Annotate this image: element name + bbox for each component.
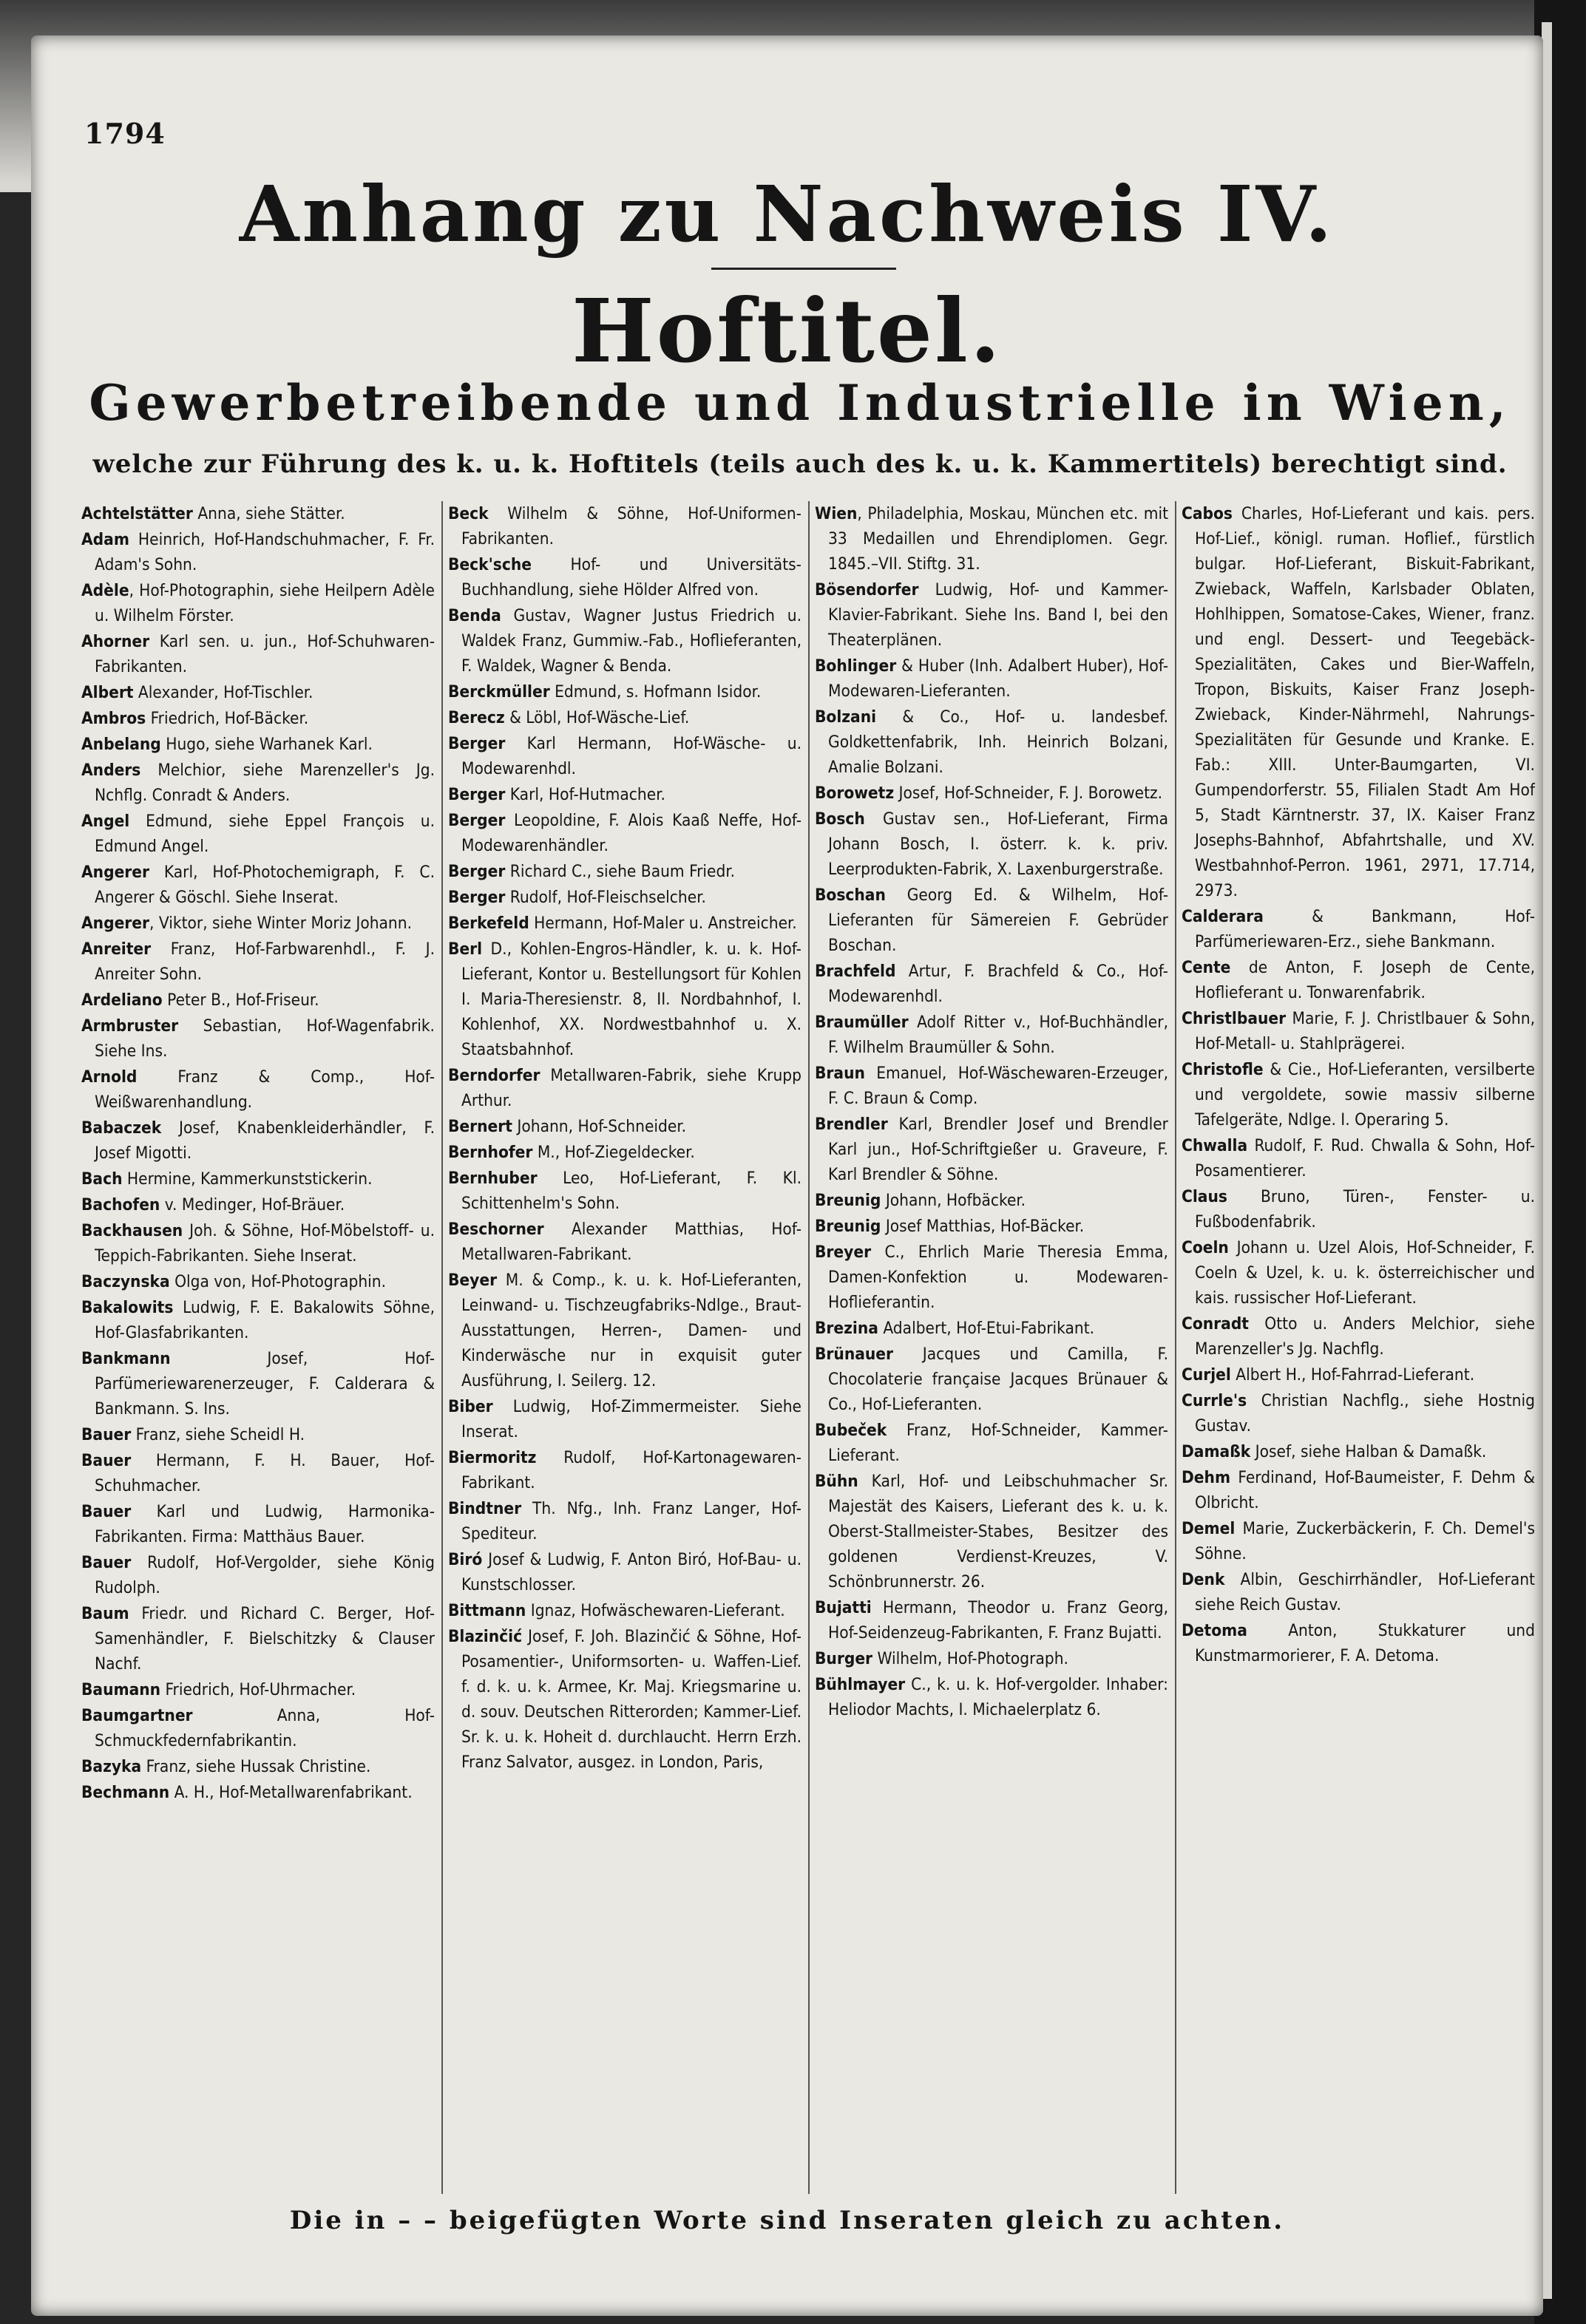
directory-entry: Benda Gustav, Wagner Justus Friedrich u. Waldek Franz, Gummiw.-Fab., Hoflieferanten, F. Waldek, Wagner & Benda. (448, 606, 802, 676)
column-1 (81, 501, 435, 2194)
directory-entry: Armbruster Sebastian, Hof-Wagenfabrik. Siehe Ins. (81, 1016, 435, 1061)
directory-entry: Demel Marie, Zuckerbäckerin, F. Ch. Demel's Söhne. (1182, 1519, 1535, 1563)
directory-entry: Berecz & Löbl, Hof-Wäsche-Lief. (448, 708, 690, 727)
directory-entry: Albert Alexander, Hof-Tischler. (81, 683, 314, 702)
title-rule (711, 268, 896, 270)
directory-entry: Beyer M. & Comp., k. u. k. Hof-Lieferanten, Leinwand- u. Tischzeugfabriks-Ndlge., Braut-Ausstattungen, Herren-, Damen- und Kinderwäsche nur in exquisit guter Ausführung, I. Seilerg. 12. (448, 1271, 802, 1390)
directory-entry: Ambros Friedrich, Hof-Bäcker. (81, 709, 309, 728)
column-3 (815, 501, 1168, 2194)
directory-entry: Biró Josef & Ludwig, F. Anton Biró, Hof-Bau- u. Kunstschlosser. (448, 1550, 802, 1594)
directory-entry: Wien, Philadelphia, Moskau, München etc. mit 33 Medaillen und Ehrendiplomen. Gegr. 1845.–VII. Stiftg. 31. (815, 504, 1168, 574)
directory-entry: Cabos Charles, Hof-Lieferant und kais. pers. Hof-Lief., königl. ruman. Hoflief., fürstlich bulgar. Hof-Lieferant, Biskuit-Fabrikant, Zwieback, Waffeln, Karlsbader Oblaten, Hohlhippen, Somatose-Cakes, Wiener, franz. und engl. Dessert- und Teegebäck-Spezialitäten, Cakes und Bier-Waffeln, Tropon, Biskuits, Kaiser Franz Joseph-Zwieback, Kinder-Nährmehl, Nahrungs-Spezialitäten für Gesunde und Kranke. E. Fab.: XIII. Unter-Baumgarten, VI. Gumpendorferstr. 55, Filialen Stadt Am Hof 5, Stadt Kärntnerstr. 37, IX. Kaiser Franz Josephs-Bahnhof, Abfahrtshalle, und XV. Westbahnhof-Perron. 1961, 2971, 17.714, 2973. (1182, 504, 1535, 900)
directory-entry: Breunig Johann, Hofbäcker. (815, 1191, 1026, 1210)
directory-entry: Bechmann A. H., Hof-Metallwarenfabrikant. (81, 1783, 413, 1802)
directory-entry: Baumgartner Anna, Hof-Schmuckfedernfabrikantin. (81, 1706, 435, 1750)
directory-entry: Biber Ludwig, Hof-Zimmermeister. Siehe Inserat. (448, 1397, 802, 1441)
column-divider (441, 501, 443, 2194)
directory-entry: Bernert Johann, Hof-Schneider. (448, 1117, 687, 1136)
directory-entry: Bauer Rudolf, Hof-Vergolder, siehe König Rudolph. (81, 1553, 435, 1597)
directory-entry: Ahorner Karl sen. u. jun., Hof-Schuhwaren-Fabrikanten. (81, 632, 435, 676)
directory-entry: Bakalowits Ludwig, F. E. Bakalowits Söhne, Hof-Glasfabrikanten. (81, 1298, 435, 1342)
directory-entry: Brendler Karl, Brendler Josef und Brendler Karl jun., Hof-Schriftgießer u. Graveure, F. Karl Brendler & Söhne. (815, 1115, 1168, 1184)
directory-entry: Bohlinger & Huber (Inh. Adalbert Huber), Hof-Modewaren-Lieferanten. (815, 656, 1168, 701)
directory-entry: Chwalla Rudolf, F. Rud. Chwalla & Sohn, Hof-Posamentierer. (1182, 1136, 1535, 1180)
directory-entry: Anbelang Hugo, siehe Warhanek Karl. (81, 735, 373, 754)
page-subtitle: Hoftitel. (572, 279, 1003, 382)
directory-entry: Braun Emanuel, Hof-Wäschewaren-Erzeuger, F. C. Braun & Comp. (815, 1064, 1168, 1108)
directory-entry: Bachofen v. Medinger, Hof-Bräuer. (81, 1195, 345, 1214)
directory-entry: Denk Albin, Geschirrhändler, Hof-Lieferant siehe Reich Gustav. (1182, 1570, 1535, 1614)
directory-entry: Cente de Anton, F. Joseph de Cente, Hoflieferant u. Tonwarenfabrik. (1182, 958, 1535, 1002)
directory-entry: Berger Karl, Hof-Hutmacher. (448, 785, 665, 804)
directory-entry: Conradt Otto u. Anders Melchior, siehe Marenzeller's Jg. Nachflg. (1182, 1314, 1535, 1359)
directory-entry: Bujatti Hermann, Theodor u. Franz Georg, Hof-Seidenzeug-Fabrikanten, F. Franz Bujatti. (815, 1598, 1168, 1642)
directory-columns (81, 501, 1538, 2194)
directory-entry: Bühlmayer C., k. u. k. Hof-vergolder. Inhaber: Heliodor Machts, I. Michaelerplatz 6. (815, 1675, 1168, 1719)
column-divider (808, 501, 810, 2194)
directory-entry: Arnold Franz & Comp., Hof-Weißwarenhandlung. (81, 1067, 435, 1112)
directory-entry: Detoma Anton, Stukkaturer und Kunstmarmorierer, F. A. Detoma. (1182, 1621, 1535, 1665)
directory-entry: Bösendorfer Ludwig, Hof- und Kammer-Klavier-Fabrikant. Siehe Ins. Band I, bei den Theaterplänen. (815, 580, 1168, 650)
directory-entry: Bosch Gustav sen., Hof-Lieferant, Firma Johann Bosch, I. österr. k. k. priv. Leerprodukten-Fabrik, X. Laxenburgerstraße. (815, 809, 1168, 879)
directory-entry: Anders Melchior, siehe Marenzeller's Jg. Nchflg. Conradt & Anders. (81, 761, 435, 805)
directory-entry: Claus Bruno, Türen-, Fenster- u. Fußbodenfabrik. (1182, 1187, 1535, 1231)
section-subheading: welche zur Führung des k. u. k. Hoftitels (teils auch des k. u. k. Kammertitels) berechtigt sind. (92, 449, 1508, 479)
directory-entry: Baczynska Olga von, Hof-Photographin. (81, 1272, 387, 1291)
directory-entry: Damaßk Josef, siehe Halban & Damaßk. (1182, 1442, 1487, 1461)
directory-entry: Biermoritz Rudolf, Hof-Kartonagewaren-Fabrikant. (448, 1448, 802, 1492)
directory-entry: Bindtner Th. Nfg., Inh. Franz Langer, Hof-Spediteur. (448, 1499, 802, 1543)
directory-entry: Bauer Franz, siehe Scheidl H. (81, 1425, 305, 1444)
directory-entry: Bittmann Ignaz, Hofwäschewaren-Lieferant. (448, 1601, 785, 1620)
directory-entry: Berger Richard C., siehe Baum Friedr. (448, 862, 736, 881)
directory-entry: Calderara & Bankmann, Hof-Parfümeriewaren-Erz., siehe Bankmann. (1182, 907, 1535, 951)
directory-entry: Bolzani & Co., Hof- u. landesbef. Goldkettenfabrik, Inh. Heinrich Bolzani, Amalie Bolzani. (815, 707, 1168, 777)
directory-entry: Berger Leopoldine, F. Alois Kaaß Neffe, Hof-Modewarenhändler. (448, 811, 802, 855)
column-4 (1182, 501, 1535, 2194)
directory-entry: Beschorner Alexander Matthias, Hof-Metallwaren-Fabrikant. (448, 1220, 802, 1264)
directory-entry: Brachfeld Artur, F. Brachfeld & Co., Hof-Modewarenhdl. (815, 962, 1168, 1006)
directory-entry: Angerer Karl, Hof-Photochemigraph, F. C. Angerer & Göschl. Siehe Inserat. (81, 863, 435, 907)
footer-note: Die in – – beigefügten Worte sind Inseraten gleich zu achten. (289, 2206, 1285, 2235)
column-2 (448, 501, 802, 2194)
directory-entry: Curjel Albert H., Hof-Fahrrad-Lieferant. (1182, 1365, 1475, 1384)
directory-entry: Backhausen Joh. & Söhne, Hof-Möbelstoff- u. Teppich-Fabrikanten. Siehe Inserat. (81, 1221, 435, 1265)
directory-entry: Bernhuber Leo, Hof-Lieferant, F. Kl. Schittenhelm's Sohn. (448, 1169, 802, 1213)
directory-entry: Babaczek Josef, Knabenkleiderhändler, F. Josef Migotti. (81, 1118, 435, 1163)
directory-entry: Currle's Christian Nachflg., siehe Hostnig Gustav. (1182, 1391, 1535, 1435)
directory-entry: Berckmüller Edmund, s. Hofmann Isidor. (448, 682, 762, 701)
directory-entry: Bankmann Josef, Hof-Parfümeriewarenerzeuger, F. Calderara & Bankmann. S. Ins. (81, 1349, 435, 1418)
directory-entry: Adèle, Hof-Photographin, siehe Heilpern Adèle u. Wilhelm Förster. (81, 581, 435, 625)
directory-entry: Bauer Karl und Ludwig, Harmonika-Fabrikanten. Firma: Matthäus Bauer. (81, 1502, 435, 1546)
directory-entry: Christlbauer Marie, F. J. Christlbauer & Sohn, Hof-Metall- u. Stahlprägerei. (1182, 1009, 1535, 1053)
directory-entry: Berger Rudolf, Hof-Fleischselcher. (448, 888, 706, 907)
directory-entry: Brünauer Jacques und Camilla, F. Chocolaterie française Jacques Brünauer & Co., Hof-Lieferanten. (815, 1345, 1168, 1414)
directory-entry: Blazinčić Josef, F. Joh. Blazinčić & Söhne, Hof-Posamentier-, Uniformsorten- u. Waffen-Lief. f. d. k. u. k. Armee, Kr. Maj. Kriegsmarine u. d. souv. Deutschen Ritterorden; Kammer-Lief. Sr. k. u. k. Hoheit d. durchlaucht. Herrn Erzh. Franz Salvator, ausgez. in London, Paris, (448, 1627, 802, 1772)
directory-entry: Baumann Friedrich, Hof-Uhrmacher. (81, 1680, 356, 1699)
page-number: 1794 (84, 117, 166, 150)
directory-entry: Anreiter Franz, Hof-Farbwarenhdl., F. J. Anreiter Sohn. (81, 940, 435, 984)
directory-entry: Breyer C., Ehrlich Marie Theresia Emma, Damen-Konfektion u. Modewaren-Hoflieferantin. (815, 1243, 1168, 1312)
directory-entry: Ardeliano Peter B., Hof-Friseur. (81, 991, 319, 1010)
directory-entry: Berger Karl Hermann, Hof-Wäsche- u. Modewarenhdl. (448, 734, 802, 778)
directory-entry: Angel Edmund, siehe Eppel François u. Edmund Angel. (81, 812, 435, 856)
directory-entry: Boschan Georg Ed. & Wilhelm, Hof-Lieferanten für Sämereien F. Gebrüder Boschan. (815, 886, 1168, 955)
directory-entry: Beck Wilhelm & Söhne, Hof-Uniformen-Fabrikanten. (448, 504, 802, 548)
directory-entry: Bubeček Franz, Hof-Schneider, Kammer-Lieferant. (815, 1421, 1168, 1465)
directory-entry: Bühn Karl, Hof- und Leibschuhmacher Sr. Majestät des Kaisers, Lieferant des k. u. k. Oberst-Stallmeister-Stabes, Besitzer des goldenen Verdienst-Kreuzes, V. Schönbrunnerstr. 26. (815, 1472, 1168, 1591)
directory-entry: Achtelstätter Anna, siehe Stätter. (81, 504, 345, 523)
section-heading: Gewerbetreibende und Industrielle in Wien, (89, 374, 1511, 432)
directory-entry: Baum Friedr. und Richard C. Berger, Hof-Samenhändler, F. Bielschitzky & Clauser Nachf. (81, 1604, 435, 1674)
directory-entry: Braumüller Adolf Ritter v., Hof-Buchhändler, F. Wilhelm Braumüller & Sohn. (815, 1013, 1168, 1057)
directory-entry: Breunig Josef Matthias, Hof-Bäcker. (815, 1217, 1085, 1236)
directory-entry: Berndorfer Metallwaren-Fabrik, siehe Krupp Arthur. (448, 1066, 802, 1110)
book-page (31, 35, 1543, 2316)
directory-entry: Burger Wilhelm, Hof-Photograph. (815, 1649, 1068, 1668)
directory-entry: Bazyka Franz, siehe Hussak Christine. (81, 1757, 371, 1776)
directory-entry: Brezina Adalbert, Hof-Etui-Fabrikant. (815, 1319, 1095, 1338)
page-title: Anhang zu Nachweis IV. (239, 169, 1335, 259)
directory-entry: Christofle & Cie., Hof-Lieferanten, versilberte und vergoldete, sowie massiv silberne Tafelgeräte, Ndlge. I. Operaring 5. (1182, 1060, 1535, 1129)
directory-entry: Berl D., Kohlen-Engros-Händler, k. u. k. Hof-Lieferant, Kontor u. Bestellungsort für Kohlen I. Maria-Theresienstr. 8, II. Nordbahnhof, I. Kohlenhof, XX. Nordwestbahnhof u. X. Staatsbahnhof. (448, 940, 802, 1059)
directory-entry: Adam Heinrich, Hof-Handschuhmacher, F. Fr. Adam's Sohn. (81, 530, 435, 574)
directory-entry: Borowetz Josef, Hof-Schneider, F. J. Borowetz. (815, 784, 1163, 803)
directory-entry: Coeln Johann u. Uzel Alois, Hof-Schneider, F. Coeln & Uzel, k. u. k. österreichischer und kais. russischer Hof-Lieferant. (1182, 1238, 1535, 1308)
directory-entry: Dehm Ferdinand, Hof-Baumeister, F. Dehm & Olbricht. (1182, 1468, 1535, 1512)
directory-entry: Berkefeld Hermann, Hof-Maler u. Anstreicher. (448, 914, 797, 933)
directory-entry: Bauer Hermann, F. H. Bauer, Hof-Schuhmacher. (81, 1451, 435, 1495)
directory-entry: Bernhofer M., Hof-Ziegeldecker. (448, 1143, 695, 1162)
directory-entry: Bach Hermine, Kammerkunststickerin. (81, 1169, 373, 1189)
directory-entry: Angerer, Viktor, siehe Winter Moriz Johann. (81, 914, 413, 933)
column-divider (1175, 501, 1176, 2194)
directory-entry: Beck'sche Hof- und Universitäts-Buchhandlung, siehe Hölder Alfred von. (448, 555, 802, 599)
